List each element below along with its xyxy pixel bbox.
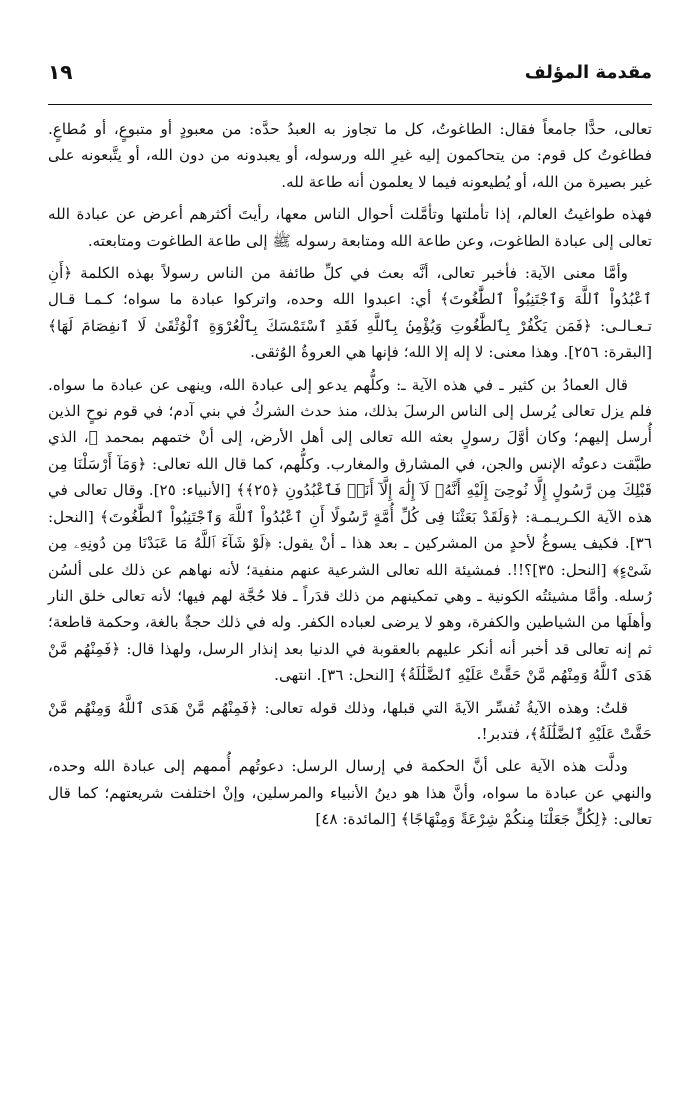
page-number: ١٩ <box>48 60 73 84</box>
paragraph-6 <box>48 753 652 832</box>
paragraph-text: تعالى، حدًّا جامعاً فقال: الطاغوتُ، كل ما تجاوز به العبدُ حدَّه: من معبودٍ أو متبوعٍ، أو مُطاعٍ. فطاغوتُ كل قوم: من يتحاكمون إليه غيرِ الله ورسوله، أو يعبدونه من دون الله، أو يتَّبعونه على غير بصيرة من الله، أو يُطيعونه فيما لا يعلمون أنه طاعة لله. <box>48 120 652 191</box>
running-title: مقدمة المؤلف <box>524 62 652 83</box>
paragraph-text: فهذه طواغيتُ العالم، إذا تأملتها وتأمَّلت أحوال الناس معها، رأيتَ أكثرهم أعرض عن عبادة الله تعالى إلى عبادة الطاغوت، وعن طاعة الله ومتابعة رسوله ﷺ إلى طاعة الطاغوت ومتابعته. <box>48 205 652 250</box>
paragraph-5 <box>48 695 652 748</box>
paragraph-3 <box>48 260 652 366</box>
paragraph-4 <box>48 372 652 689</box>
paragraph-text: وأمَّا معنى الآية: فأخبر تعالى، أنَّه بعث في كلِّ طائفة من الناس رسولاً بهذه الكلمة ﴿أَنِ ٱعْبُدُواْ ٱللَّهَ وَٱجْتَنِبُواْ ٱلطَّٰغُوتَ﴾ أي: اعبدوا الله وحده، واتركوا عبادة ما سواه؛ كـمـا قـال تـعـالـى: ﴿فَمَن يَكْفُرْ بِٱلطَّٰغُوتِ وَيُؤْمِنۢ بِٱللَّهِ فَقَدِ ٱسْتَمْسَكَ بِٱلْعُرْوَةِ ٱلْوُثْقَىٰ لَا ٱنفِصَامَ لَهَا﴾ [البقرة: ٢٥٦]. وهذا معنى: لا إله إلا الله؛ فإنها هي العروةُ الوُثقى. <box>48 264 652 362</box>
paragraph-text: ودلَّت هذه الآية على أنَّ الحكمة في إرسال الرسل: دعوتُهم أُممهم إلى عبادة الله وحده، والنهي عن عبادة ما سواه، وأنَّ هذا هو دينُ الأنبياء والمرسلين، وإنْ اختلفت شريعتهم؛ كما قال تعالى: ﴿لِكُلٍّ جَعَلْنَا مِنكُمْ شِرْعَةً وَمِنْهَاجًا﴾ [المائدة: ٤٨] <box>48 757 652 829</box>
header-divider <box>48 104 652 105</box>
page-header <box>48 58 652 92</box>
paragraph-text: قلتُ: وهذه الآيةُ تُفسِّر الآيةَ التي قبلها، وذلك قوله تعالى: ﴿فَمِنْهُم مَّنْ هَدَى ٱللَّهُ وَمِنْهُم مَّنْ حَقَّتْ عَلَيْهِ ٱلضَّلَٰلَةُ﴾، فتدبر!. <box>48 698 652 743</box>
page-body <box>48 116 652 839</box>
paragraph-2 <box>48 201 652 254</box>
paragraph-text: قال العمادُ بن كثير ـ في هذه الآية ـ: وكلُّهم يدعو إلى عبادة الله، وينهى عن عبادة ما سواه. فلم يزل تعالى يُرسل إلى الناس الرسلَ بذلك، منذ حدث الشركُ في بني آدم؛ في قوم نوحٍ الذين أُرسل إليهم؛ وكان أوَّلَ رسولٍ بعثه الله تعالى إلى أهل الأرض، إلى أنْ ختمهم بمحمد ﷺ، الذي طبَّقت دعوتُه الإنس والجن، في المشارق والمغارب. وكلُّهم، كما قال الله تعالى: ﴿وَمَآ أَرْسَلْنَا مِن قَبْلِكَ مِن رَّسُولٍ إِلَّا نُوحِىٓ إِلَيْهِ أَنَّهُۥ لَآ إِلَٰهَ إِلَّآ أَنَا۠ فَٱعْبُدُونِ ﴿٢٥﴾﴾ [الأنبياء: ٢٥]. وقال تعالى في هذه الآية الكـريـمـة: ﴿وَلَقَدْ بَعَثْنَا فِى كُلِّ أُمَّةٍ رَّسُولًا أَنِ ٱعْبُدُواْ ٱللَّهَ وَٱجْتَنِبُواْ ٱلطَّٰغُوتَ﴾ [النحل: ٣٦]. فكيف يسوغُ لأحدٍ من المشركين ـ بعد هذا ـ أنْ يقول: ﴿لَوْ شَآءَ ٱللَّهُ مَا عَبَدْنَا مِن دُونِهِۦ مِن شَىْءٍ﴾ [النحل: ٣٥]؟!!. فمشيئة الله تعالى الشرعية عنهم منفية؛ لأنه نهاهم عن ذلك على ألسُن رُسله. وأمَّا مشيئتُه الكونية ـ وهي تمكينهم من ذلك قدَراً ـ فلا حُجَّة لهم فيها؛ لأنه تعالى خلق النار وأهلَها من الشياطين والكفرة، وهو لا يرضى لعباده الكفر. وله في ذلك حجةٌ بالغة، وحكمة قاطعة؛ ثم إنه تعالى قد أخبر أنه أنكر عليهم بالعقوبة في الدنيا بعد إنذار الرسل، ولهذا قال: ﴿فَمِنْهُم مَّنْ هَدَى ٱللَّهُ وَمِنْهُم مَّنْ حَقَّتْ عَلَيْهِ ٱلضَّلَٰلَةُ﴾ [النحل: ٣٦]. انتهى. <box>48 375 652 685</box>
paragraph-1 <box>48 116 652 195</box>
